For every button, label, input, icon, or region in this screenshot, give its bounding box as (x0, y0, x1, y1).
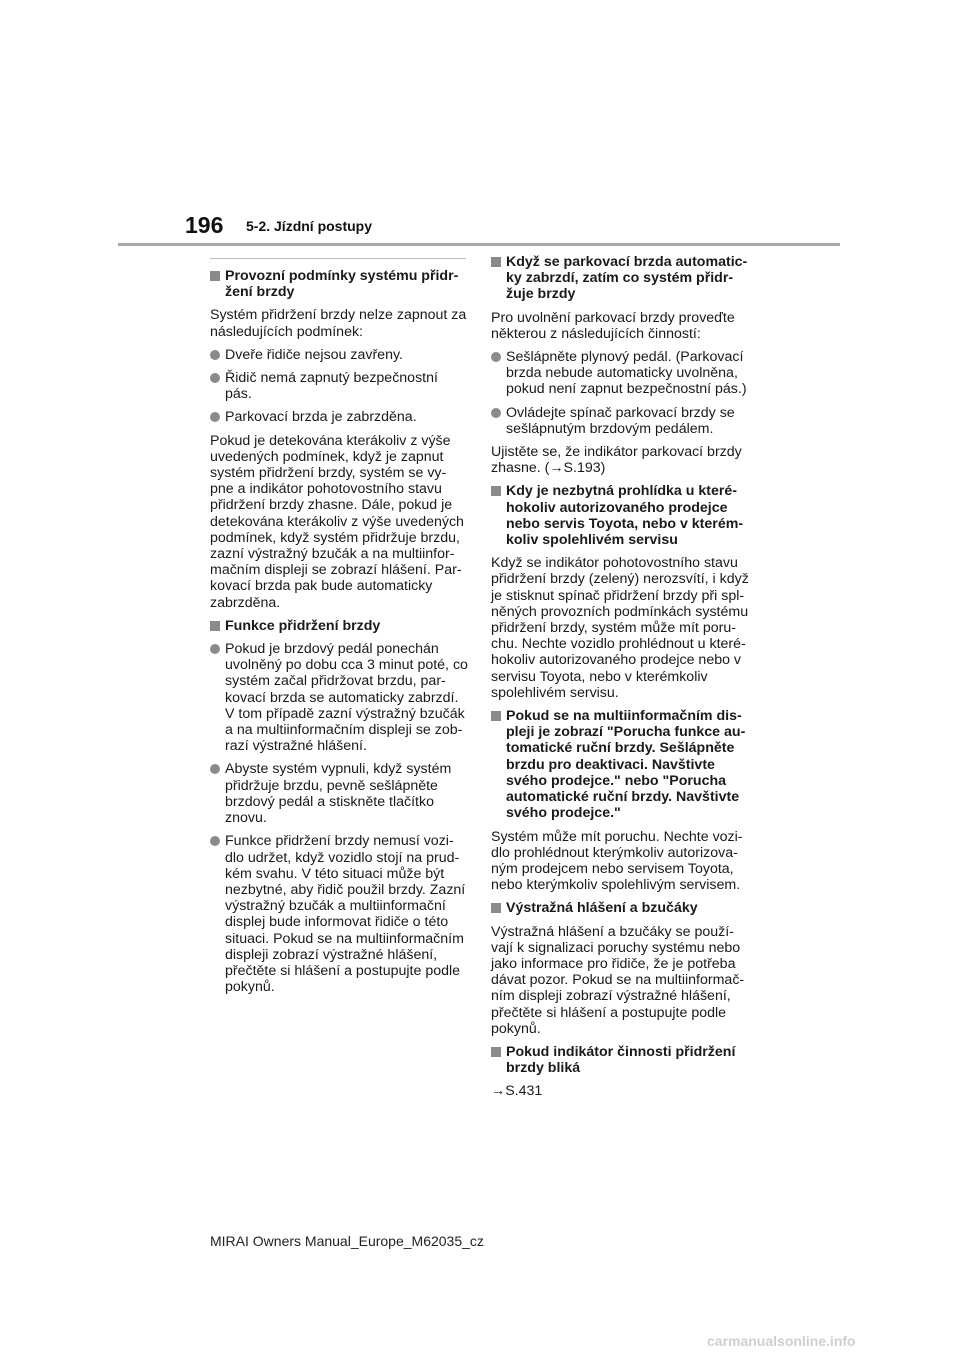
circle-bullet-icon (491, 352, 501, 362)
page-header (0, 0, 960, 250)
square-bullet-icon (491, 486, 501, 496)
bullet-item: Funkce přidržení brzdy nemusí vozi-dlo udržet, když vozidlo stojí na prud-kém svahu. V této situaci může být nezbytné, aby řidič použil brzdy. Zazní výstražný bzučák a multiinformační displej bude informovat řidiče o této situaci. Pokud se na multiinformačním displeji zobrazí výstražné hlášení, přečtěte si hlášení a postupujte podle pokynů. (210, 833, 468, 995)
left-column (210, 258, 468, 1002)
square-bullet-icon (210, 271, 220, 281)
bullet-item: Sešlápněte plynový pedál. (Parkovací brzda nebude automaticky uvolněna, pokud není zapnut bezpečnostní pás.) (491, 349, 753, 398)
heading-warning-messages: Výstražná hlášení a bzučáky (491, 900, 753, 916)
paragraph: Pro uvolnění parkovací brzdy proveďte některou z následujících činností: (491, 309, 735, 342)
heading-operating-conditions: Provozní podmínky systému přidr-žení brzdy (210, 268, 468, 300)
square-bullet-icon (491, 257, 501, 267)
paragraph: Systém může mít poruchu. Nechte vozi-dlo prohlédnout kterýmkoliv autorizova-ným prodejcem nebo servisem Toyota, nebo kterýmkoliv spolehlivým servisem. (491, 828, 743, 894)
square-bullet-icon (491, 903, 501, 913)
heading-parking-brake-auto: Když se parkovací brzda automatic-ky zabrzdí, zatím co systém přidr-žuje brzdy (491, 254, 753, 303)
heading-malfunction-message: Pokud se na multiinformačním dis-pleji je zobrazí "Porucha funkce au-tomatické ruční brzdy. Sešlápněte brzdu pro deaktivaci. Navštivte svého prodejce." nebo "Porucha automatické ruční brzdy. Navštivte svého prodejce." (491, 708, 753, 821)
page-number: 196 (185, 212, 224, 238)
right-column (491, 254, 753, 1107)
header-rule (118, 243, 840, 246)
heading-inspection-needed: Kdy je nezbytná prohlídka u které-hokoliv autorizovaného prodejce nebo servis Toyota, nebo v kterém-koliv spolehlivém servisu (491, 483, 753, 548)
footer-text: MIRAI Owners Manual_Europe_M62035_cz (210, 1233, 484, 1249)
bullet-item: Dveře řidiče nejsou zavřeny. (210, 347, 468, 363)
watermark: carmanualsonline.info (707, 1333, 856, 1349)
section-title: 5-2. Jízdní postupy (246, 218, 373, 234)
circle-bullet-icon (210, 412, 220, 422)
page-reference: →S.431 (491, 1083, 543, 1100)
square-bullet-icon (491, 1047, 501, 1057)
bullet-item: Pokud je brzdový pedál ponechán uvolněný po dobu cca 3 minut poté, co systém začal přidržovat brzdu, par-kovací brzda se automaticky zabrzdí. V tom případě zazní výstražný bzučák a na multiinformačním displeji se zob-razí výstražné hlášení. (210, 641, 468, 754)
circle-bullet-icon (491, 408, 501, 418)
paragraph: Ujistěte se, že indikátor parkovací brzdy zhasne. (→S.193) (491, 444, 742, 477)
circle-bullet-icon (210, 373, 220, 383)
bullet-item: Parkovací brzda je zabrzděna. (210, 409, 468, 425)
heading-indicator-flashing: Pokud indikátor činnosti přidržení brzdy bliká (491, 1044, 753, 1076)
bullet-item: Řidič nemá zapnutý bezpečnostní pás. (210, 370, 468, 402)
circle-bullet-icon (210, 350, 220, 360)
square-bullet-icon (491, 711, 501, 721)
paragraph: Když se indikátor pohotovostního stavu přidržení brzdy (zelený) nerozsvítí, i když je stisknut spínač přidržení brzdy při spl-něných provozních podmínkách systému přidržení brzdy, systém může mít poru-chu. Nechte vozidlo prohlédnout u které-hokoliv autorizovaného prodejce nebo v servisu Toyota, nebo v kterémkoliv spolehlivém servisu. (491, 555, 749, 701)
circle-bullet-icon (210, 836, 220, 846)
paragraph: Výstražná hlášení a bzučáky se použí-vají k signalizaci poruchy systému nebo jako informace pro řidiče, že je potřeba dávat pozor. Pokud se na multiinformač-ním displeji zobrazí výstražné hlášení, přečtěte si hlášení a postupujte podle pokynů. (491, 923, 745, 1037)
column-rule (210, 258, 466, 259)
bullet-item: Abyste systém vypnuli, když systém přidržuje brzdu, pevně sešlápněte brzdový pedál a stiskněte tlačítko znovu. (210, 761, 468, 826)
paragraph: Pokud je detekována kterákoliv z výše uvedených podmínek, když je zapnut systém přidržení brzdy, systém se vy-pne a indikátor pohotovostního stavu přidržení brzdy zhasne. Dále, pokud je detekována kterákoliv z výše uvedených podmínek, když systém přidržuje brzdu, zazní výstražný bzučák a na multiinfor-mačním displeji se zobrazí hlášení. Par-kovací brzda pak bude automaticky zabrzděna. (210, 432, 464, 611)
circle-bullet-icon (210, 644, 220, 654)
circle-bullet-icon (210, 764, 220, 774)
heading-brake-hold-function: Funkce přidržení brzdy (210, 618, 468, 634)
bullet-item: Ovládejte spínač parkovací brzdy se sešlápnutým brzdovým pedálem. (491, 405, 753, 437)
square-bullet-icon (210, 621, 220, 631)
paragraph: Systém přidržení brzdy nelze zapnout za následujících podmínek: (210, 307, 467, 340)
